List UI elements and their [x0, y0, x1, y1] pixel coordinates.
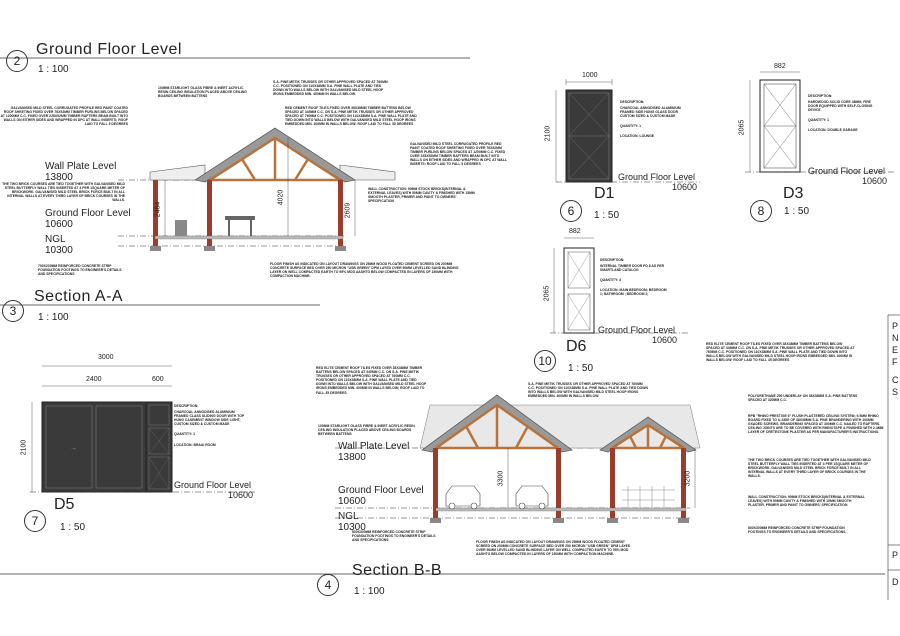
d3-level-value: 10600 — [862, 176, 888, 186]
d5-desc-location: LOCATION: BRAAI ROOM — [174, 442, 216, 447]
aa-footing-3 — [335, 246, 346, 251]
section-bb-title: Section B-B — [352, 562, 442, 579]
aa-wall-plate-label: Wall Plate Level — [45, 161, 117, 172]
bb-note-underlay: POLYURETHANE 250 UNDERLAY ON 38X38MM S.A. PINE BATTENS SPACED AT 320MM C.C. — [748, 394, 858, 403]
aa-ground-floor-value: 10600 — [45, 219, 73, 230]
d5-desc-text: CHARCOAL ANNODISED ALUMINIUM FRAMED CLASS SLIDING DOOR WITH TOP HUNG CASEMENT WINDOW SIDE LIGHT; CUSTOM SIZED & CUSTOM MADE — [174, 410, 245, 427]
d1-height: 2100 — [544, 125, 552, 142]
aa-dim-4020: 4020 — [277, 189, 285, 206]
d1-level-label: Ground Floor Level — [618, 172, 696, 182]
aa-floor-slab — [155, 236, 343, 239]
bb-note-ceiling: RPB "RHINO PRESTIGE 6" FLUSH PLASTERED CEILING SYSTEM; 9.5MM RHINO BOARD FIXED TO U-SIDE OF 38X38MM S.A. PINE BRANDERING WITH 100MM GXADED SCREWS. BRANDERING SPACED AT 400MM C.C. NAILED TO RAFTERS. CEILING JOINTS ARE TO BE COVERED WITH RHINOTAPE & FINISHED WITH 2-4MM LAYER OF CRETESTONE PLASTER AS PER MANUFACTURER'S INSTRUCTIONS. — [748, 414, 884, 435]
aa-note-insulation: 100MM STARLIGHT GLASS FIBRE & INERT ACRYLIC RESIN CEILING INSULATION PLACED ABOVE CEILING BOARDS BETWEEN BATTENS — [158, 86, 247, 99]
title-block-letter: C — [892, 375, 899, 385]
d5-level-label: Ground Floor Level — [174, 480, 252, 490]
bb-wall-plate-label: Wall Plate Level — [338, 441, 410, 452]
d3-width: 882 — [774, 63, 786, 70]
bb-note-roof-tiles-right: RED ELITE CEMENT ROOF TILES FIXED OVER 38X38MM TIMBER BATTENS BELOW SPACED AT 345MM C.C. ON S.A. PINE METIK TRUSSES OR OTHER APPROVED SPACED AT 760MM C.C. POSITIONED ON 110X38MM S.A. PINE WALL PLATE AND TIED DOWN INTO WALLS BELOW WITH GALVANISED MILD STEEL HOOP IRONS EMBEDDED MIN. 400MM IN WALLS BELOW; ROOF LAID TO FALL 35 DEGREES — [706, 342, 855, 363]
bb-car-right — [516, 486, 548, 509]
aa-footing-2 — [204, 246, 215, 251]
d1-number: 6 — [560, 200, 582, 222]
aa-chair — [175, 220, 187, 236]
aa-note-brick-ties: THE TWO BRICK COURSES ARE TIED TOGETHER WITH GALVANISED MILD STEEL BUTTERFLY WALL TIES INSERTED AT 4 PER 1SQUARE METER OF BRICKWORK. GALVANISED MILD STEEL BRICK FORCE BUILT IN ALL INTERNAL WALLS AT EVERY THIRD LAYER OF BRICK COURSES IN THE WALLS. — [2, 182, 125, 203]
aa-note-foundation: 700X230MM REINFORCED CONCRETE STRIP FOUNDATION FOOTINGS TO ENGINEER'S DETAILS AND SPECIFICATIONS — [38, 264, 122, 277]
ground-floor-title: Ground Floor Level — [36, 41, 182, 58]
aa-note-roof-tiles: RED CEMENT ROOF TILES FIXED OVER 38X38MM TIMBER BATTENS BELOW SPACED AT 345MM C.C. ON S.A. PINE METIK TRUSSES OR OTHER APPROVED SPACED AT 760MM C.C. POSITIONED ON 110X38MM S.A. PINE WALL PLATE AND TIED DOWN INTO WALLS BELOW WITH GALVANISED MILD STEEL HOOP IRONS EMBEDDED MIN. 400MM IN WALLS BELOW; ROOF LAID TO FALL 35 DEGREES — [285, 106, 417, 127]
d5-scale: 1 : 50 — [60, 522, 86, 533]
title-block-letter: F — [892, 357, 898, 367]
d1-description — [620, 100, 688, 139]
section-aa-title: Section A-A — [34, 288, 124, 305]
bb-note-foundation-right: 800X300MM REINFORCED CONCRETE STRIP FOUNDATION FOOTINGS TO ENGINEER'S DETAILS AND SPECIFICATIONS — [748, 526, 846, 535]
bb-ngl-value: 10300 — [338, 522, 366, 533]
bb-note-wall-construction: WALL CONSTRUCTION: 90MM STOCK BRICKS(INTERNAL & EXTERNAL LEAVES) WITH 50MM CAVITY & FINISHED WITH 15MM SMOOTH PLASTER, PRIMER AND PAINT TO OWNERS' SPECIFICATION — [748, 495, 865, 508]
d5-number: 7 — [24, 510, 46, 532]
title-block-letter-p: P — [892, 550, 899, 560]
d1-desc-quantity: QUANTITY: 1 — [620, 124, 642, 129]
section-aa-scale: 1 : 100 — [38, 312, 69, 323]
bb-note-trusses: S.A. PINE METIK TRUSSES OR OTHER APPROVED SPACED AT 760MM C.C. POSITIONED ON 110X38MM S.A. PINE WALL PLATE AND TIED DOWN INTO WALLS BELOW WITH GALVANISED MILD STEEL HOOP IRONS EMBEDDED MIN. 400MM IN WALLS BELOW. — [528, 382, 648, 399]
d3-code: D3 — [783, 185, 804, 202]
d6-desc-quantity: QUANTITY: 4 — [600, 278, 622, 283]
d1-desc-heading: DESCRIPTION: — [620, 100, 645, 104]
d5-height: 2100 — [20, 439, 28, 456]
d1-desc-text: CHARCOAL ANNODISED ALUMINIUM FRAMED SIDE HUNG GLASS DOOR CUSTOM SIZED & CUSTOM MADE — [620, 106, 681, 119]
aa-dim-2484: 2484 — [154, 201, 162, 218]
d1-desc-location: LOCATION: LOUNGE — [620, 134, 655, 139]
section-aa-drawing — [118, 128, 395, 251]
d5-width-total: 3000 — [98, 354, 114, 361]
d6-width: 882 — [569, 228, 581, 235]
aa-footing-1 — [150, 246, 161, 251]
aa-ground-floor-label: Ground Floor Level — [45, 208, 131, 219]
aa-dim-2609: 2609 — [344, 202, 352, 219]
aa-table — [225, 216, 255, 220]
d5-width-b: 600 — [152, 376, 164, 383]
bb-note-insulation: 100MM STARLIGHT GLASS FIBRE & INERT ACRYLIC RESIN CEILING INSULATION PLACED ABOVE CEILING BOARDS BETWEEN BATTENS — [318, 424, 415, 437]
d5-level-value: 10600 — [228, 490, 254, 500]
title-block-letter-d: D — [892, 577, 899, 587]
bb-dim-3200: 3200 — [684, 470, 692, 487]
d3-description — [808, 94, 878, 133]
aa-wall-plate-value: 13800 — [45, 172, 73, 183]
bb-ground-floor-label: Ground Floor Level — [338, 485, 424, 496]
title-block-letter: P — [892, 321, 899, 331]
door-d6-panel — [564, 248, 594, 333]
d6-description — [600, 258, 668, 297]
d3-scale: 1 : 50 — [784, 206, 810, 217]
d6-level-label: Ground Floor Level — [598, 325, 676, 335]
section-bb-number: 4 — [317, 574, 339, 596]
d6-desc-location: LOCATION: MAIN BEDROOM; BEDROOM 1; BATHROOM ; BEDROOM 2; — [600, 288, 667, 297]
d3-height: 2065 — [738, 119, 746, 136]
d6-scale: 1 : 50 — [568, 363, 594, 374]
title-block-labels — [892, 320, 899, 398]
d6-height: 2065 — [543, 285, 551, 302]
d3-level-label: Ground Floor Level — [808, 166, 886, 176]
d1-code: D1 — [594, 185, 615, 202]
d6-code: D6 — [566, 338, 587, 355]
bb-ngl-label: NGL — [338, 511, 359, 522]
section-aa-number: 3 — [2, 300, 24, 322]
aa-ngl-label: NGL — [45, 234, 66, 245]
door-d5-slider — [42, 402, 146, 492]
d3-desc-text: HARDWOOD SOLID CORE 38MM; FIRE DOOR EQUIPPED WITH SELF-CLOSING DEVICE — [808, 100, 873, 113]
aa-left-flat-roof — [150, 165, 205, 180]
svg-text:→: → — [70, 445, 77, 452]
aa-note-sheeting-right: GALVANISED MILD STEEL CORRUGATED PROFILE RED PAINT COATED ROOF SHEETING FIXED OVER 76X52MM TIMBER PURLINS BELOW SPACED AT 1200MM C.C. FIXED OVER 228X52MM TIMBER RAFTERS BEAM BUILT INTO WALLS ON EITHER SIDES AND WRAPPED IN DPC AT WALL INSERTS; ROOF LAID TO FALL 5 DEGREES — [410, 142, 507, 167]
d1-level-value: 10600 — [672, 182, 698, 192]
bb-note-floor-finish: FLOOR FINISH AS INDICATED ON LAYOUT DRAWINGS ON 25MM WOOD FLOATED CEMENT SCREED ON 200MM CONCRETE SURFACE BED OVER 250 MICRON "USB GREEN" DPM LAYED OVER 50MM LEVELLED SAND BLINDING LAYER ON WELL COMPACTED EARTH TO 95% MOD AASHTO BELOW COMPACTED IN LAYERS OF 150MM WITH COMPACTION MACHINE. — [476, 540, 631, 557]
section-bb-drawing — [335, 395, 700, 523]
title-block-letter: E — [892, 345, 899, 355]
title-block-letter: S — [892, 387, 899, 397]
bb-note-roof-tiles-left: RED ELITE CEMENT ROOF TILES FIXED OVER 38X38MM TIMBER BATTENS BELOW SPACED AT 345MM C.C. ON S.A. PINE METIK TRUSSES OR OTHER APPROVED SPACED AT 760MM C.C. POSITIONED ON 110X38MM S.A. PINE WALL PLATE AND TIED DOWN INTO WALLS BELOW WITH GALVANISED MILD STEEL HOOP IRONS EMBEDDED MIN. 400MM IN WALLS BELOW; ROOF LAID TO FALL 35 DEGREES — [316, 366, 427, 395]
d3-desc-location: LOCATION: DOUBLE GARAGE — [808, 128, 858, 133]
d5-desc-heading: DESCRIPTION: — [174, 404, 199, 408]
d5-description — [174, 404, 246, 447]
ground-floor-scale: 1 : 100 — [38, 64, 69, 75]
aa-note-trusses: S.A. PINE METIK TRUSSES OR OTHER APPROVED SPACED AT 760MM C.C. POSITIONED ON 110X38MM S.A. PINE WALL PLATE AND TIED DOWN INTO WALLS BELOW WITH GALVANISED MILD STEEL HOOP IRONS EMBEDDED MIN. 400MM IN WALLS BELOW. — [273, 80, 388, 97]
d1-scale: 1 : 50 — [594, 210, 620, 221]
d5-code: D5 — [54, 496, 75, 513]
d5-desc-quantity: QUANTITY: 1 — [174, 432, 196, 437]
bb-note-foundation-left: 800X300MM REINFORCED CONCRETE STRIP FOUNDATION FOOTINGS TO ENGINEER'S DETAILS AND SPECIFICATIONS — [352, 530, 436, 543]
aa-note-floor-finish: FLOOR FINISH AS INDICATED ON LAYOUT DRAWINGS ON 25MM WOOD FLOATED CEMENT SCREED ON 200MM CONCRETE SURFACE BED OVER 250 MICRON "USB GREEN" DPM LAYED OVER 50MM LEVELLED SAND BLINDING LAYER ON WELL COMPACTED EARTH TO 95% MOD AASHTO BELOW COMPACTED IN LAYERS OF 150MM WITH COMPACTION MACHINE. — [270, 262, 459, 279]
d5-width-a: 2400 — [86, 376, 102, 383]
door-d5-sidelight — [146, 402, 172, 492]
d3-desc-quantity: QUANTITY: 1 — [808, 118, 830, 123]
d3-desc-heading: DESCRIPTION: — [808, 94, 833, 98]
d6-desc-heading: DESCRIPTION: — [600, 258, 625, 262]
bb-ground-floor-value: 10600 — [338, 496, 366, 507]
bb-fence — [622, 486, 675, 508]
aa-ngl-value: 10300 — [45, 245, 73, 256]
title-block-letter: N — [892, 333, 899, 343]
d3-number: 8 — [750, 200, 772, 222]
bb-wall-plate-value: 13800 — [338, 452, 366, 463]
d6-number: 10 — [534, 350, 556, 372]
bb-car-left — [446, 486, 480, 509]
aa-note-wall-construction: WALL CONSTRUCTION: 90MM STOCK BRICKS(INTERNAL & EXTERNAL LEAVES) WITH 50MM CAVITY & FINISHED WITH 15MM SMOOTH PLASTER, PRIMER AND PAINT TO OWNERS' SPECIFICATION — [368, 187, 475, 204]
d6-level-value: 10600 — [652, 335, 678, 345]
d1-width: 1000 — [582, 72, 598, 79]
section-bb-scale: 1 : 100 — [354, 586, 385, 597]
bb-note-brick-ties: THE TWO BRICK COURSES ARE TIED TOGETHER WITH GALVANISED MILD STEEL BUTTERFLY WALL TIES INSERTED AT 4 PER 1SQUARE METER OF BRICKWORK. GALVANISED MILD STEEL BRICK FORCE BUILT IN ALL INTERNAL WALLS AT EVERY THIRD LAYER OF BRICK COURSES IN THE WALLS. — [748, 458, 871, 479]
ground-floor-number: 2 — [6, 50, 28, 72]
d6-desc-text: INTERNAL TIMBER DOOR PD 8 AS PER SMARTLAND CATALOG — [600, 264, 665, 273]
aa-note-sheeting-left: GALVANISED MILD STEEL CORRUGATED PROFILE RED PAINT COATED ROOF SHEETING FIXED OVER 76X52MM TIMBER PURLINS BELOW SPACED AT 1200MM C.C. FIXED OVER 228X52MM TIMBER RAFTERS BEAM BUILT INTO WALLS ON EITHER SIDES AND WRAPPED IN DPC AT WALL INSERTS; ROOF LAID TO FALL 5 DEGREES — [0, 106, 128, 127]
bb-dim-3300: 3300 — [497, 470, 505, 487]
